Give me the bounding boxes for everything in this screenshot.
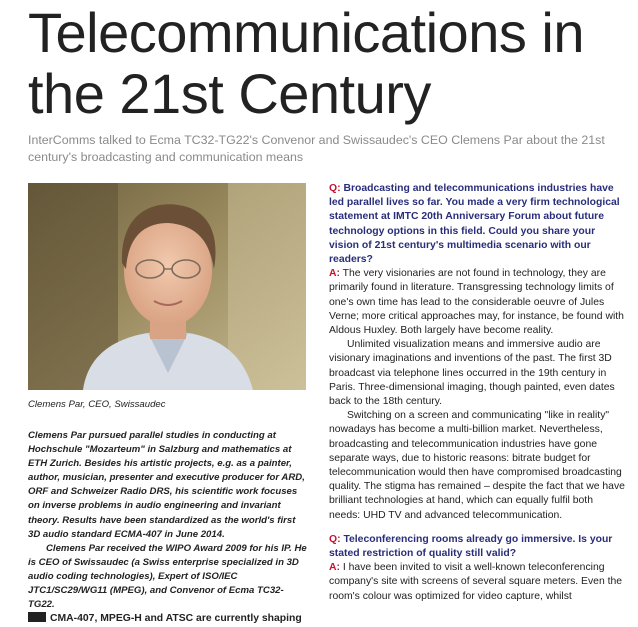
answer-marker: A:	[329, 268, 340, 280]
author-bio	[28, 429, 310, 612]
question-2	[329, 533, 625, 561]
question-text: Broadcasting and telecommunications industries have led parallel lives so far. You made a very firm technological statement at IMTC 20th Anniversary Forum about future technology options in this field. Could you share your vision of 21st century's multimedia scenario with our readers?	[329, 183, 620, 266]
pull-quote-text: CMA-407, MPEG-H and ATSC are currently shaping	[50, 613, 302, 624]
pull-quote	[28, 612, 302, 624]
answer-paragraph: Unlimited visualization means and immersive audio are visionary imaginations and inventions of the past. The first 3D broadcast via telephone lines occurred in the 19th century in Paris. Three-dimensional imaging, though painted, even dates back to the 18th century.	[329, 339, 615, 408]
answer-marker: A:	[329, 562, 340, 574]
question-text: Teleconferencing rooms already go immersive. Is your stated restriction of quality still valid?	[329, 533, 613, 560]
answer-text: The very visionaries are not found in technology, they are primarily found in literature. Transgressing technology limits of one's own time has lead to the considerable oeuvre of Jules Verne; more critical approaches may, for instance, be found with Aldous Huxley. Both largely have become reality.	[329, 268, 624, 337]
question-marker: Q:	[329, 533, 341, 545]
photo-caption: Clemens Par, CEO, Swissaudec	[28, 399, 166, 410]
bio-paragraph: Clemens Par received the WIPO Award 2009 for his IP. He is CEO of Swissaudec (a Swiss enterprise specialized in 3D audio coding technologies), Expert of ISO/IEC JTC1/SC29/WG11 (MPEG), and Convenor of Ecma TC32-TG22.	[28, 542, 307, 611]
interview-column	[329, 182, 625, 604]
bio-paragraph: Clemens Par pursued parallel studies in conducting at Hochschule "Mozarteum" in Salzburg and mathematics at ETH Zurich. Besides his artistic projects, e.g. as a painter, author, musician, presenter and executive producer for ARD, ORF and Schweizer Radio DRS, his scientific work focuses on inverse problems in audio engineering and invariant theory. Results have been standardized as the world's first 3D audio standard ECMA-407 in June 2014.	[28, 430, 305, 540]
answer-1	[329, 267, 625, 338]
answer-2	[329, 561, 625, 604]
question-marker: Q:	[329, 183, 341, 194]
page-title: Telecommunications in the 21st Century	[28, 1, 584, 125]
article-subtitle: InterComms talked to Ecma TC32-TG22's Convenor and Swissaudec's CEO Clemens Par about the 21st century's broadcasting and communication means	[28, 133, 605, 164]
answer-text: I have been invited to visit a well-known teleconferencing company's site with screens of several square meters. Even the room's colour was optimized for video capture, whilst	[329, 562, 623, 602]
pull-quote-bar-icon	[28, 612, 46, 622]
question-1	[329, 182, 625, 267]
portrait-photo	[28, 183, 306, 390]
answer-paragraph: Switching on a screen and communicating "like in reality" nowadays has become a multi-billion market. Nevertheless, broadcasting and telecommunication industries have gone separate ways, due to historic reasons: bitrate budget for telecommunication would then have compromised broadcasting quality. The stigma has remained – despite the fact that we have brilliant technologies at hand, which can equally fulfil both needs: UHD TV and advanced telecommunication.	[329, 410, 625, 521]
